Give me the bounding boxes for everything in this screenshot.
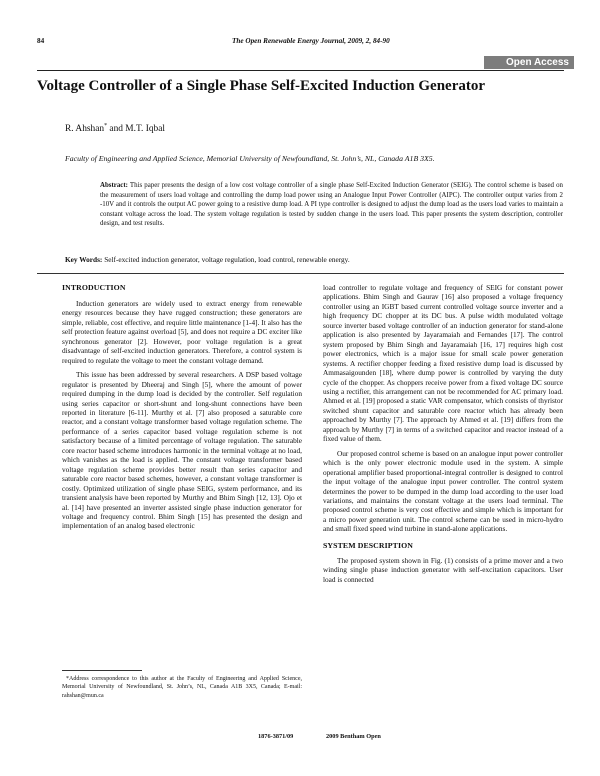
journal-header: The Open Renewable Energy Journal, 2009, 2, 84-90 xyxy=(232,37,390,45)
author-line xyxy=(65,123,165,134)
author-first: R. Ahshan xyxy=(65,124,105,135)
open-access-badge: Open Access xyxy=(484,56,574,69)
right-column xyxy=(323,283,563,584)
keywords-rule xyxy=(37,273,564,274)
left-column xyxy=(62,283,302,531)
abstract-label: Abstract: xyxy=(100,182,128,189)
keywords xyxy=(65,255,350,264)
issn-footer: 1876-3871/09 xyxy=(258,733,294,740)
system-paragraph-1: The proposed system shown in Fig. (1) consists of a prime mover and a two winding single phase induction generator with self-excitation capacitors. User load is connected xyxy=(323,555,563,584)
section-heading-introduction: INTRODUCTION xyxy=(62,283,126,292)
header-rule xyxy=(37,70,564,71)
section-heading-system-description: SYSTEM DESCRIPTION xyxy=(323,540,413,550)
corresponding-mark: * xyxy=(104,123,108,129)
affiliation: Faculty of Engineering and Applied Science, Memorial University of Newfoundland, St. John’s, NL, Canada A1B 3X5. xyxy=(65,154,435,163)
intro-paragraph-4: Our proposed control scheme is based on an analogue input power controller which is the only power electronic module used in the system. A simple operational amplifier based proportional-integral controller is designed to control the input voltage of the analogue input power controller. The control system determines the power to be dumped in the dump load according to the user load variations, and maintains the constant voltage at the users load terminal. The proposed control scheme is very cost effective and simple which is important for a micro power generation unit. The control scheme can be used in micro-hydro and small fixed speed wind turbine in stand-alone applications. xyxy=(323,448,563,534)
intro-paragraph-1: Induction generators are widely used to extract energy from renewable energy resources because they have rugged construction; these generators are simple, reliable, cost effective, and require little maintenance [1-4]. It also has the self protection feature against overload [5], and does not require a DC exciter like synchronous generator [2]. However, poor voltage regulation is a great disadvantage of self-excited induction generators. Therefore, a control system is required to regulate the voltage to meet the constant voltage demand. xyxy=(62,299,302,365)
keywords-label: Key Words: xyxy=(65,255,103,264)
intro-paragraph-2: This issue has been addressed by several researchers. A DSP based voltage regulator is presented by Dheeraj and Singh [5], where the amount of power required dumping in the dump load is decided by the controller. Self regulation using series capacitor or short-shunt and long-shunt connections have been reported in literature [6-11]. Murthy et al. [7] also proposed a saturable core reactor, and a constant voltage transformer based voltage regulation scheme. The performance of a series capacitor based voltage regulation scheme is not satisfactory because of a limited percentage of voltage regulation. The saturable core reactor based scheme introduces harmonic in the terminal voltage at no load, which vanishes as the load is applied. The constant voltage transformer based voltage regulation scheme provides better result than series capacitor and saturable core reactor based schemes, however, a constant voltage transformer is costly. Optimized utilization of single phase SEIG, system performance, and its transient analysis have been reported by Murthy and Bhim Singh [12, 13]. Ojo et al. [14] have presented an inverter assisted single phase induction generator for voltage and frequency control. Bhim Singh [15] has presented the design and implementation of an analog based electronic xyxy=(62,370,302,531)
page-number: 84 xyxy=(37,37,45,45)
publisher-footer: 2009 Bentham Open xyxy=(326,733,381,740)
footnote-rule xyxy=(62,670,142,671)
correspondence-footnote: *Address correspondence to this author at the Faculty of Engineering and Applied Science, Memorial University of Newfoundland, St. John’s, NL, Canada A1B 3X5, Canada; E-mail: rahshan@mun.ca xyxy=(62,676,302,699)
keywords-text: Self-excited induction generator, voltage regulation, load control, renewable energy. xyxy=(102,255,350,264)
intro-paragraph-3: load controller to regulate voltage and frequency of SEIG for constant power applications. Bhim Singh and Gaurav [16] also proposed a voltage frequency controller using an IGBT based current controlled voltage source inverter and a high frequency DC chopper at its DC bus. A pulse width modulated voltage source inverter based voltage controller of an induction generator for stand-alone application is also presented by Jayaramaiah and Fernandes [17]. The control system proposed by Bhim Singh and Jayaramaiah [16, 17] requires high cost power electronics, which is a major issue for small scale power generation systems. A rectifier chopper feeding a fixed resistive dump load is discussed by Ammasaigounden [18], where dump power is controlled by varying the duty cycle of the chopper. As choppers receive power from a fixed voltage DC source using a rectifier, this arrangement can not be recommended for AC primary load. Ahmed et al. [19] proposed a static VAR compensator, which consists of thyristor switched shunt capacitor and saturable core reactor which has already been approached by Murthy [7]. The approach by Ahmed et al. [19] differs from the approach by Murthy [7] in terms of a switched capacitor and reactor instead of a fixed value of them. xyxy=(323,283,563,444)
abstract-text: This paper presents the design of a low cost voltage controller of a single phase Self-Excited Induction Generator (SEIG). The control scheme is based on the measurement of users load voltage and controlling the dump load power using an Analogue Input Power Controller (AIPC). The controller output varies from 2 -10V and it controls the output AC power going to a resistive dump load. A PI type controller is designed to adjust the dump load as the users load varies to maintain a constant voltage across the load. The system voltage regulation is tested by sudden change in the users load. This paper presents the system description, controller design, and test results. xyxy=(100,182,563,228)
paper-title: Voltage Controller of a Single Phase Self-Excited Induction Generator xyxy=(37,78,486,94)
abstract xyxy=(100,181,563,229)
author-rest: and M.T. Iqbal xyxy=(107,124,165,135)
